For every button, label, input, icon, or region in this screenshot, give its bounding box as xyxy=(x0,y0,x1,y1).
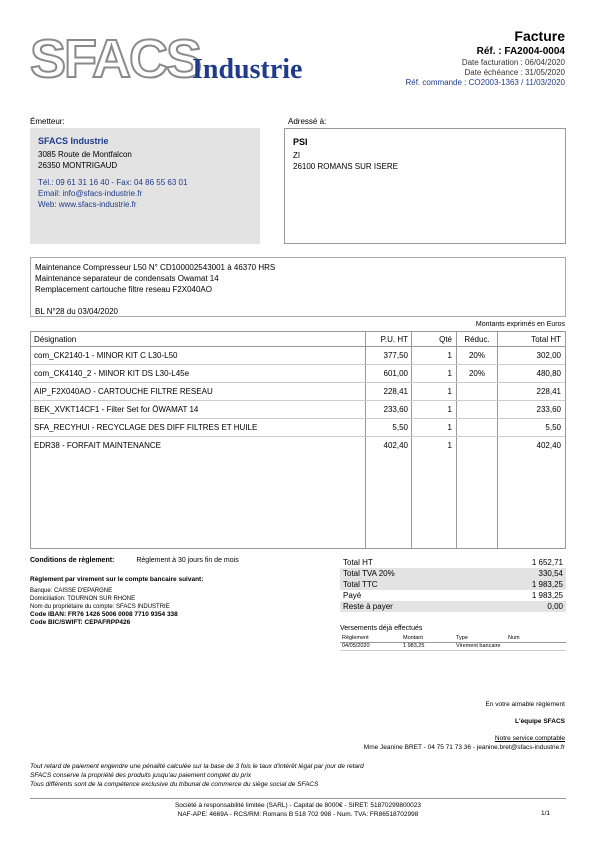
table-header xyxy=(31,332,565,347)
row-total: 5,50 xyxy=(545,423,561,432)
conditions-value: Règlement à 30 jours fin de mois xyxy=(136,557,239,564)
header-discount: Réduc. xyxy=(464,335,490,344)
row-designation: com_CK4140_2 - MINOR KIT DS L30-L45e xyxy=(34,369,190,378)
total-row: Total TVA 20% 330,54 xyxy=(340,568,566,579)
legal-line: SFACS conserve la propriété des produits jusqu'au paiement complet du prix xyxy=(30,772,252,779)
total-row: Payé 1 983,25 xyxy=(343,591,563,600)
footer-divider xyxy=(30,798,566,799)
table-row xyxy=(31,347,565,365)
header-quantity: Qté xyxy=(439,335,452,344)
footer-line2: NAF-APE: 4669A - RCS/RM: Romans B 518 702 998 - Num. TVA: FR86518702998 xyxy=(177,811,419,818)
row-quantity: 1 xyxy=(447,423,452,432)
accounting-contact: Mme Jeanine BRET - 04 75 71 73 36 - jeanine.bret@sfacs-industrie.fr xyxy=(363,744,565,751)
payments-header: Règlement Montant Type Num xyxy=(340,635,566,643)
order-ref: Réf. commande : CO2003-1363 / 11/03/2020 xyxy=(405,78,565,87)
legal-line: Tous différents sont de la compétence exclusive du tribunal de commerce du siège social de SFACS xyxy=(30,781,319,788)
row-designation: AIP_F2X040AO - CARTOUCHE FILTRE RESEAU xyxy=(34,387,213,396)
delivery-note: BL N°28 du 03/04/2020 xyxy=(35,307,118,316)
row-total: 480,80 xyxy=(536,369,561,378)
currency-note: Montants exprimés en Euros xyxy=(475,321,565,328)
emitter-box xyxy=(30,128,260,244)
row-quantity: 1 xyxy=(447,369,452,378)
row-quantity: 1 xyxy=(447,387,452,396)
recipient-line2: 26100 ROMANS SUR ISERE xyxy=(293,162,398,171)
due-date: Date échéance : 31/05/2020 xyxy=(464,68,565,77)
row-designation: EDR38 - FORFAIT MAINTENANCE xyxy=(34,441,161,450)
row-discount: 20% xyxy=(468,369,485,378)
row-unit-price: 233,60 xyxy=(383,405,408,414)
description-line: Remplacement cartouche filtre reseau F2X040AO xyxy=(35,285,212,294)
bank-owner: Nom du propriétaire du compte: SFACS INDUSTRIE xyxy=(30,604,170,610)
invoice-date: Date facturation : 06/04/2020 xyxy=(461,58,565,67)
payments-table xyxy=(340,635,566,651)
closing-signature: L'équipe SFACS xyxy=(515,718,565,725)
table-row xyxy=(31,401,565,419)
row-total: 228,41 xyxy=(536,387,561,396)
closing-line1: En votre aimable règlement xyxy=(485,701,565,708)
header-unit-price: P.U. HT xyxy=(380,335,408,344)
emitter-address1: 3085 Route de Montfalcon xyxy=(38,150,132,159)
bank-bic: Code BIC/SWIFT: CEPAFRPP426 xyxy=(30,619,131,626)
payment-conditions xyxy=(30,557,239,564)
row-unit-price: 601,00 xyxy=(383,369,408,378)
emitter-address2: 26350 MONTRIGAUD xyxy=(38,161,118,170)
header-total: Total HT xyxy=(531,335,561,344)
row-total: 402,40 xyxy=(536,441,561,450)
row-unit-price: 228,41 xyxy=(383,387,408,396)
emitter-name: SFACS Industrie xyxy=(38,136,109,146)
accounting-service: Notre service comptable xyxy=(494,735,565,742)
logo-brand-text: SFACS xyxy=(30,29,201,89)
row-total: 233,60 xyxy=(536,405,561,414)
row-designation: com_CK2140-1 - MINOR KIT C L30-L50 xyxy=(34,351,178,360)
table-row xyxy=(31,365,565,383)
row-total: 302,00 xyxy=(536,351,561,360)
total-row: Total HT 1 652,71 xyxy=(343,558,563,567)
bank-iban: Code IBAN: FR76 1426 5006 0008 7710 9354 338 xyxy=(30,611,178,618)
recipient-label: Adressé à: xyxy=(288,117,327,126)
row-discount: 20% xyxy=(468,351,485,360)
totals-block xyxy=(340,557,566,612)
legal-line: Tout retard de paiement engendre une pénalité calculée sur la base de 3 fois le taux d'intérêt légal par jour de retard xyxy=(30,763,364,770)
recipient-box xyxy=(284,128,566,244)
row-designation: BEK_XVKT14CF1 - Filter Set for ÖWAMAT 14 xyxy=(34,405,199,414)
footer-line1: Société à responsabilité limitée (SARL) - Capital de 8000€ - SIRET: 51870299800023 xyxy=(174,802,422,809)
emitter-label: Émetteur: xyxy=(30,117,65,126)
row-designation: SFA_RECYHUI - RECYCLAGE DES DIFF FILTRES ET HUILE xyxy=(34,423,258,432)
items-table xyxy=(30,331,566,549)
bank-name: Banque: CAISSE D'EPARGNE xyxy=(30,588,113,594)
table-row xyxy=(31,383,565,401)
company-logo xyxy=(30,28,320,90)
page-number: 1/1 xyxy=(540,810,550,817)
total-row: Total TTC 1 983,25 xyxy=(340,579,566,590)
row-unit-price: 5,50 xyxy=(392,423,408,432)
total-row: Reste à payer 0,00 xyxy=(340,601,566,612)
bank-details xyxy=(30,576,203,627)
recipient-line1: ZI xyxy=(293,151,301,160)
logo-sub-text: Industrie xyxy=(192,54,303,85)
bank-domiciliation: Domiciliation: TOURNON SUR RHONE xyxy=(30,596,136,602)
invoice-title: Facture xyxy=(514,28,565,44)
payments-done xyxy=(340,625,566,651)
payment-row: 04/05/2020 1 983,25 Virement bancaire xyxy=(340,643,566,651)
legal-notes xyxy=(30,762,364,789)
recipient-name: PSI xyxy=(293,137,308,147)
bank-title: Règlement par virement sur le compte bancaire suivant: xyxy=(30,576,204,583)
emitter-web[interactable]: Web: www.sfacs-industrie.fr xyxy=(38,200,137,209)
footer xyxy=(30,801,566,819)
table-row xyxy=(31,437,565,455)
row-quantity: 1 xyxy=(447,405,452,414)
header-designation: Désignation xyxy=(34,335,77,344)
description-box xyxy=(30,257,566,317)
emitter-phone: Tél.: 09 61 31 16 40 - Fax: 04 86 55 63 01 xyxy=(38,178,188,187)
description-line: Maintenance separateur de condensats Owamat 14 xyxy=(35,274,219,283)
invoice-header xyxy=(405,28,565,87)
payments-title: Versements déjà effectués xyxy=(340,625,423,632)
row-unit-price: 402,40 xyxy=(383,441,408,450)
emitter-email[interactable]: Email: info@sfacs-industrie.fr xyxy=(38,189,143,198)
description-line: Maintenance Compresseur L50 N° CD100002543001 à 46370 HRS xyxy=(35,263,276,272)
table-row xyxy=(31,419,565,437)
conditions-label: Conditions de règlement: xyxy=(30,557,115,564)
row-unit-price: 377,50 xyxy=(383,351,408,360)
row-quantity: 1 xyxy=(447,351,452,360)
invoice-ref: Réf. : FA2004-0004 xyxy=(476,46,565,57)
row-quantity: 1 xyxy=(447,441,452,450)
